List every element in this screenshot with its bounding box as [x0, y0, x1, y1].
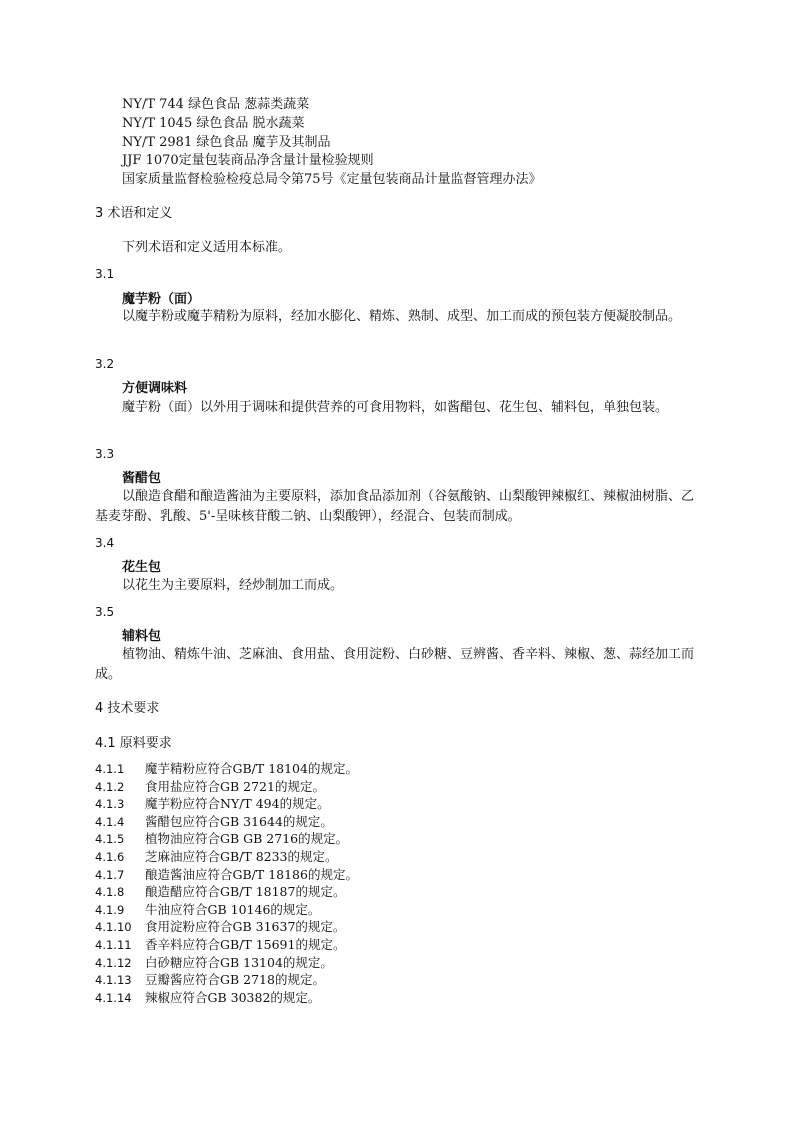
section-intro: 下列术语和定义适用本标准。 [122, 240, 292, 255]
clause-text: 豆瓣酱应符合GB 2718的规定。 [145, 972, 325, 988]
term-number: 3.1 [95, 267, 115, 281]
clause-number: 4.1.2 [95, 779, 125, 794]
clause-item [95, 990, 320, 1006]
clause-text: 牛油应符合GB 10146的规定。 [145, 901, 321, 917]
clause-text: 香辛料应符合GB/T 15691的规定。 [145, 937, 346, 952]
clause-text: 酿造醋应符合GB/T 18187的规定。 [145, 884, 346, 900]
section-heading: 4 技术要求 [95, 701, 160, 716]
clause-item [95, 779, 325, 795]
clause-number: 4.1.14 [95, 990, 132, 1005]
term-number: 3.4 [95, 536, 115, 550]
clause-text: 白砂糖应符合GB 13104的规定。 [145, 954, 333, 970]
clause-text: 芝麻油应符合GB/T 8233的规定。 [145, 849, 338, 864]
clause-number: 4.1.11 [95, 938, 132, 952]
term-name: 魔芋粉（面） [122, 292, 201, 307]
clause-text: 食用淀粉应符合GB 31637的规定。 [145, 919, 346, 935]
term-definition: 以魔芋粉或魔芋精粉为原料，经加水膨化、精炼、熟制、成型、加工而成的预包装方便凝胶制品。 [122, 309, 682, 324]
subsection-heading: 4.1 原料要求 [95, 736, 172, 751]
clause-text: 魔芋粉应符合NY/T 494的规定。 [145, 796, 330, 812]
clause-item [95, 972, 325, 988]
clause-number: 4.1.8 [95, 885, 125, 900]
clause-item [95, 814, 333, 830]
reference-item: 国家质量监督检验检疫总局令第75号《定量包装商品计量监督管理办法》 [122, 172, 542, 187]
term-name: 酱醋包 [122, 471, 162, 486]
clause-text: 酱醋包应符合GB 31644的规定。 [145, 813, 333, 829]
clause-text: 魔芋精粉应符合GB/T 18104的规定。 [145, 761, 358, 776]
clause-number: 4.1.4 [95, 814, 125, 829]
clause-number: 4.1.3 [95, 797, 125, 812]
clause-item [95, 937, 345, 953]
clause-item [95, 919, 345, 935]
clause-item [95, 831, 348, 847]
reference-item: NY/T 2981 绿色食品 魔芋及其制品 [122, 135, 331, 150]
clause-number: 4.1.13 [95, 973, 132, 988]
clause-number: 4.1.1 [95, 762, 125, 776]
clause-number: 4.1.7 [95, 867, 125, 882]
section-heading: 3 术语和定义 [95, 206, 173, 221]
clause-number: 4.1.10 [95, 920, 132, 935]
clause-item [95, 884, 345, 900]
term-number: 3.5 [95, 605, 115, 619]
term-number: 3.3 [95, 447, 115, 461]
clause-number: 4.1.12 [95, 955, 132, 970]
clause-text: 辣椒应符合GB 30382的规定。 [145, 989, 321, 1005]
term-definition: 植物油、精炼牛油、芝麻油、食用盐、食用淀粉、白砂糖、豆辨酱、香辛料、辣椒、葱、蒜经加工而成。 [95, 647, 695, 682]
clause-text: 植物油应符合GB GB 2716的规定。 [145, 831, 349, 847]
clause-text: 酿造酱油应符合GB/T 18186的规定。 [145, 866, 358, 882]
term-definition: 魔芋粉（面）以外用于调味和提供营养的可食用物料，如酱醋包、花生包、辅料包，单独包装。 [122, 400, 669, 415]
clause-text: 食用盐应符合GB 2721的规定。 [145, 778, 325, 794]
term-name: 方便调味料 [122, 381, 188, 396]
clause-item [95, 796, 330, 812]
clause-item [95, 867, 358, 883]
clause-item [95, 849, 338, 865]
reference-item: JJF 1070定量包装商品净含量计量检验规则 [122, 153, 374, 168]
clause-item [95, 902, 320, 918]
clause-number: 4.1.9 [95, 902, 125, 917]
clause-number: 4.1.6 [95, 850, 125, 864]
term-number: 3.2 [95, 357, 115, 371]
reference-item: NY/T 1045 绿色食品 脱水蔬菜 [122, 116, 305, 131]
term-name: 花生包 [122, 560, 162, 575]
term-definition: 以花生为主要原料，经炒制加工而成。 [122, 578, 344, 593]
reference-item: NY/T 744 绿色食品 葱蒜类蔬菜 [122, 97, 310, 112]
term-name: 辅料包 [122, 629, 162, 644]
clause-item [95, 761, 358, 777]
term-definition: 以酿造食醋和酿造酱油为主要原料，添加食品添加剂（谷氨酸钠、山梨酸钾辣椒红、辣椒油树脂、乙基麦芽酚、乳酸、5'-呈味核苷酸二钠、山梨酸钾），经混合、包装而制成。 [95, 489, 695, 524]
clause-item [95, 955, 333, 971]
clause-number: 4.1.5 [95, 832, 125, 847]
